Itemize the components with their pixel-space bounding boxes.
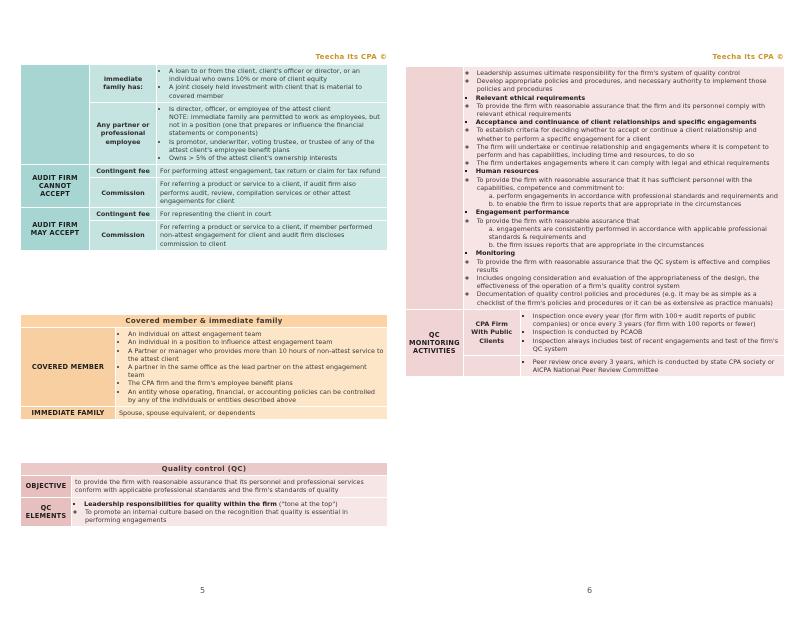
section-heading: ▪ Monitoring	[476, 249, 781, 257]
empty-label-cell	[463, 355, 520, 376]
row-content: For performing attest engagement, tax return or claim for tax refund	[157, 165, 388, 178]
sub-item: a. engagements are consistently performed in accordance with applicable professional standards & requirements and	[488, 224, 767, 242]
page-number: 5	[200, 586, 206, 595]
table-row	[21, 497, 388, 527]
section-cell	[406, 67, 464, 310]
list-item: ◦ To provide the firm with reasonable assurance that the firm and its personnel comply with relevant ethical requirements	[477, 102, 781, 118]
row-content	[157, 102, 388, 164]
list-item: • Owns > 5% of the attest client's ownership interests	[169, 154, 384, 162]
table-row	[21, 208, 388, 221]
row-content	[520, 355, 784, 376]
list-item: ▪ Peer review once every 3 years, which is conducted by state CPA society or AICPA National Peer Review Committee	[533, 358, 781, 374]
covered-member-label: COVERED MEMBER	[21, 328, 116, 407]
table-row	[406, 309, 785, 355]
section-cell	[21, 65, 90, 165]
section-label-cannot-accept: AUDIT FIRM CANNOT ACCEPT	[21, 165, 90, 208]
immediate-family-label: IMMEDIATE FAMILY	[21, 407, 116, 420]
list-item: ◦ To provide the firm with reasonable assurance that it has sufficient personnel with the capabilities, competence and commitment to:	[477, 176, 781, 192]
page-number: 6	[587, 586, 593, 595]
cpa-firm-label: CPA Firm With Public Clients	[463, 309, 520, 355]
table-row	[21, 65, 388, 103]
list-item: • A partner in the same office as the lead partner on the attest engagement team	[128, 363, 384, 379]
sub-item: b. to enable the firm to issue reports that are appropriate in the circumstances	[488, 200, 742, 209]
list-item: • A loan to or from the client, client's officer or director, or an individual who owns 10% or more of client equity	[169, 67, 384, 83]
list-item: • Is director, officer, or employee of the attest client	[169, 105, 384, 113]
list-item: ▪ Inspection once every year (for firm with 100+ audit reports of public companies) or once every 3 years (for firm with 100 reports or fewer)	[533, 312, 781, 328]
qc-elements-continued-table	[405, 66, 785, 377]
table-row	[21, 315, 388, 328]
quality-control-table	[20, 462, 388, 527]
list-item: ◦ To establish criteria for deciding whether to accept or continue a client relationship and whether to perform a specific engagement for a client	[477, 126, 781, 142]
list-item: ◦ To promote an internal culture based on the recognition that quality is essential in performing engagements	[85, 508, 384, 524]
table-title: Covered member & immediate family	[21, 315, 388, 328]
table-row	[21, 328, 388, 407]
section-heading: ▪ Engagement performance	[476, 208, 781, 216]
list-item	[84, 500, 384, 508]
list-item: • A Partner or manager who provides more than 10 hours of non-attest service to the attest client	[128, 347, 384, 363]
section-heading: ▪ Human resources	[476, 167, 781, 175]
list-item: • An entity whose operating, financial, or accounting policies can be controlled by any of the individuals or entities described above	[128, 388, 384, 404]
qc-elements-label: QC ELEMENTS	[21, 497, 72, 527]
row-label: Any partner or professional employee	[90, 102, 157, 164]
list-item: ◦ To provide the firm with reasonable assurance that the QC system is effective and complies results	[477, 258, 781, 274]
list-item: ◦ To provide the firm with reasonable assurance that	[477, 217, 781, 225]
section-label-may-accept: AUDIT FIRM MAY ACCEPT	[21, 208, 90, 251]
page-header: Teecha Its CPA ©	[712, 53, 784, 61]
element-quote: ("tone at the top")	[278, 499, 338, 508]
row-content: For referring a product or service to a client, if member performed non-attest engagement for client and audit firm discloses commission to client	[157, 221, 388, 251]
list-item: • An individual in a position to influence attest engagement team	[128, 338, 384, 346]
list-item: • The CPA firm and the firm's employee benefit plans	[128, 379, 384, 387]
list-item: ▪ Inspection is conducted by PCAOB	[533, 328, 781, 336]
row-content: For referring a product or service to a client, if audit firm also performs audit, review, compilation services or other attest engagements for client	[157, 178, 388, 208]
section-heading: ▪ Acceptance and continuance of client relationships and specific engagements	[476, 118, 781, 126]
list-item: ◦ The firm will undertake or continue relationship and engagements where it is competent to perform and has capabilities, including time and resources, to do so	[477, 143, 781, 159]
right-page	[397, 0, 794, 635]
list-item: ◦ The firm undertakes engagements where it can comply with legal and ethical requirements	[477, 159, 781, 167]
sub-item: b. the firm issues reports that are appropriate in the circumstances	[488, 241, 704, 250]
page-header: Teecha Its CPA ©	[315, 53, 387, 61]
table-title: Quality control (QC)	[21, 463, 388, 476]
row-label: Contingent fee	[90, 165, 157, 178]
note-item: NOTE: immediate family are permitted to work as employees, but not in a position (one that prepares or influence the financial statements or components)	[169, 113, 380, 138]
independence-table	[20, 64, 388, 251]
covered-member-table	[20, 314, 388, 420]
table-row	[406, 67, 785, 310]
row-content: For representing the client in court	[157, 208, 388, 221]
list-item: ◦ Leadership assumes ultimate responsibility for the firm's system of quality control	[477, 69, 781, 77]
list-item: • A joint closely held investment with client that is material to covered member	[169, 83, 384, 99]
row-content: to provide the firm with reasonable assurance that its personnel and professional services conform with applicable professional standards and the firm's standards of quality	[72, 476, 388, 497]
element-heading: Leadership responsibilities for quality within the firm	[84, 499, 277, 508]
row-content	[463, 67, 784, 310]
row-content	[157, 65, 388, 103]
row-content	[520, 309, 784, 355]
list-item: ▪ Inspection always includes test of recent engagements and test of the firm's QC system	[533, 337, 781, 353]
row-label: Commission	[90, 221, 157, 251]
row-label: Commission	[90, 178, 157, 208]
table-row	[21, 165, 388, 178]
qc-monitoring-label: QC MONITORING ACTIVITIES	[406, 309, 464, 376]
list-item: ◦ Documentation of quality control policies and procedures (e.g. it may be as simple as a checklist of the firm's policies and procedures or it can be as extensive as practice manuals)	[477, 290, 781, 306]
list-item: ◦ Develop appropriate policies and procedures, and necessary authority to implement those policies and procedures	[477, 77, 781, 93]
table-row	[21, 463, 388, 476]
row-label: immediate family has:	[90, 65, 157, 103]
list-item: • An individual on attest engagement team	[128, 330, 384, 338]
list-item: ◦ Includes ongoing consideration and evaluation of the appropriateness of the design, the effectiveness of the operation of a firm's quality control system	[477, 274, 781, 290]
sub-item: a. perform engagements in accordance with professional standards and requirements and	[488, 192, 778, 201]
row-content	[116, 328, 388, 407]
row-content	[72, 497, 388, 527]
table-row	[406, 355, 785, 376]
objective-label: OBJECTIVE	[21, 476, 72, 497]
row-label: Contingent fee	[90, 208, 157, 221]
section-heading: ▪ Relevant ethical requirements	[476, 94, 781, 102]
row-content: Spouse, spouse equivalent, or dependents	[116, 407, 388, 420]
list-item: • Is promotor, underwriter, voting trustee, or trustee of any of the attest client's employee benefit plans	[169, 138, 384, 154]
table-row	[21, 407, 388, 420]
table-row	[21, 476, 388, 497]
